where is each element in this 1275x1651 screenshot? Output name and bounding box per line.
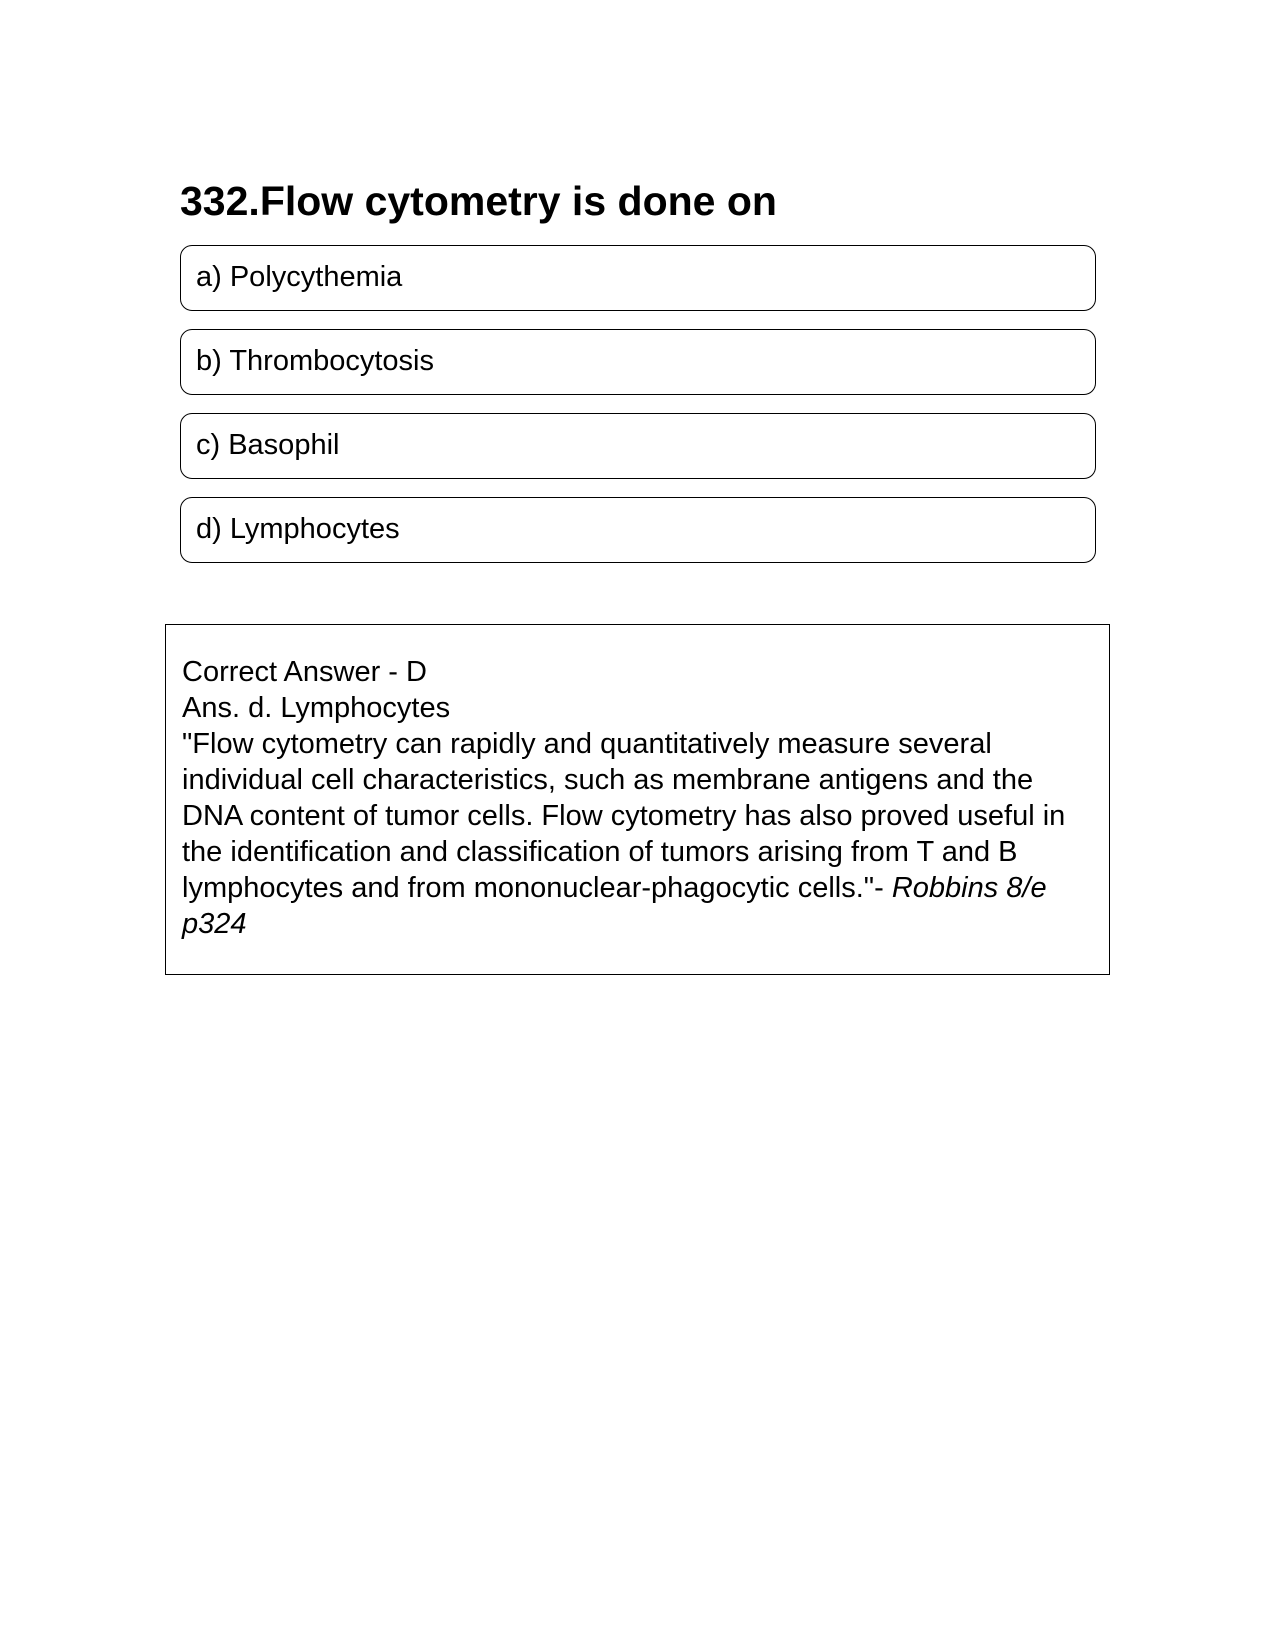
option-b[interactable]: b) Thrombocytosis [180, 329, 1096, 395]
explanation-text: "Flow cytometry can rapidly and quantitatively measure several individual cell characteristics, such as membrane antigens and the DNA content of tumor cells. Flow cytometry has also proved useful in the identification and classification of tumors arising from T and B lymphocytes and from mononuclear-phagocytic cells."- [182, 728, 1066, 904]
explanation-paragraph [182, 726, 1094, 942]
option-a[interactable]: a) Polycythemia [180, 245, 1096, 311]
answer-line: Ans. d. Lymphocytes [182, 692, 451, 724]
question-number: 332. [180, 178, 260, 224]
question-heading [180, 178, 777, 225]
correct-answer-line: Correct Answer - D [182, 656, 427, 688]
question-text: Flow cytometry is done on [259, 178, 777, 224]
answer-box [165, 624, 1110, 975]
option-d[interactable]: d) Lymphocytes [180, 497, 1096, 563]
citation: Robbins 8/e p324 [182, 872, 1047, 940]
option-c[interactable]: c) Basophil [180, 413, 1096, 479]
